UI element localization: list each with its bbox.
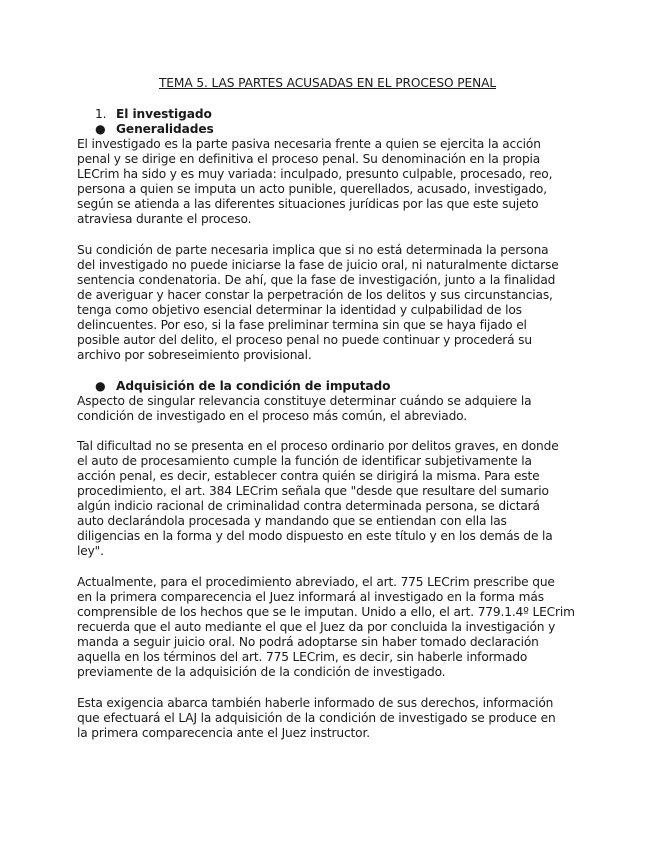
bullet-icon: ●: [95, 122, 106, 136]
paragraph-line: persona a quien se imputa un acto punible, querellados, acusado, investigado,: [77, 182, 547, 196]
paragraph-line: atraviesa durante el proceso.: [77, 212, 252, 226]
section-label: El investigado: [116, 107, 212, 121]
paragraph-line: previamente de la adquisición de la condición de investigado.: [77, 665, 446, 679]
paragraph-line: penal y se dirige en definitiva el proceso penal. Su denominación en la propia: [77, 152, 541, 166]
paragraph-line: manda a seguir juicio oral. No podrá adoptarse sin haber tomado declaración: [77, 635, 539, 649]
paragraph-line: El investigado es la parte pasiva necesaria frente a quien se ejercita la acción: [77, 137, 541, 151]
bullet-heading-generalidades: [95, 122, 395, 137]
paragraph-line: auto declarándola procesada y mandando que se entiendan con ella las: [77, 514, 507, 528]
paragraph-line: acción penal, es decir, establecer contra quién se dirigirá la misma. Para este: [77, 469, 540, 483]
paragraph-3: [77, 394, 531, 424]
paragraph-line: Esta exigencia abarca también haberle informado de sus derechos, información: [77, 696, 554, 710]
page-title: TEMA 5. LAS PARTES ACUSADAS EN EL PROCESO PENAL: [158, 76, 497, 90]
paragraph-line: recuerda que el auto mediante el que el Juez da por concluida la investigación y: [77, 620, 556, 634]
paragraph-line: sentencia condenatoria. De ahí, que la fase de investigación, junto a la finalidad: [77, 273, 556, 287]
paragraph-line: aquella en los términos del art. 775 LECrim, es decir, sin haberle informado: [77, 650, 528, 664]
bullet-label: Adquisición de la condición de imputado: [116, 379, 391, 393]
paragraph-line: Su condición de parte necesaria implica que si no está determinada la persona: [77, 243, 549, 257]
paragraph-line: del investigado no puede iniciarse la fase de juicio oral, ni naturalmente dictarse: [77, 258, 559, 272]
paragraph-line: comprensible de los hechos que se le imputan. Unido a ello, el art. 779.1.4º LECrim: [77, 605, 575, 619]
paragraph-6: [77, 696, 556, 741]
paragraph-line: diligencias en la forma y del modo dispuesto en este título y en los demás de la: [77, 529, 553, 543]
paragraph-4: [77, 439, 559, 559]
paragraph-line: Tal dificultad no se presenta en el proceso ordinario por delitos graves, en donde: [77, 439, 559, 453]
paragraph-5: [77, 575, 575, 680]
section-heading-investigado: [95, 107, 395, 122]
paragraph-line: posible autor del delito, el proceso penal no puede continuar y procederá su: [77, 333, 532, 347]
bullet-icon: ●: [95, 379, 106, 393]
paragraph-2: [77, 243, 559, 363]
section-number: 1.: [95, 107, 107, 121]
bullet-label: Generalidades: [116, 122, 214, 136]
paragraph-line: Actualmente, para el procedimiento abreviado, el art. 775 LECrim prescribe que: [77, 575, 555, 589]
paragraph-line: el auto de procesamiento cumple la función de identificar subjetivamente la: [77, 454, 532, 468]
paragraph-line: en la primera comparecencia el Juez informará al investigado en la forma más: [77, 590, 544, 604]
paragraph-line: tenga como objetivo esencial determinar la identidad y culpabilidad de los: [77, 303, 522, 317]
paragraph-line: la primera comparecencia ante el Juez instructor.: [77, 726, 370, 740]
bullet-heading-adquisicion: [95, 379, 495, 394]
paragraph-line: Aspecto de singular relevancia constituye determinar cuándo se adquiere la: [77, 394, 532, 408]
paragraph-line: LECrim ha sido y es muy variada: inculpado, presunto culpable, procesado, reo,: [77, 167, 553, 181]
paragraph-line: condición de investigado en el proceso más común, el abreviado.: [77, 409, 467, 423]
paragraph-line: algún indicio racional de criminalidad contra determinada persona, se dictará: [77, 499, 540, 513]
paragraph-line: delincuentes. Por eso, si la fase preliminar termina sin que se haya fijado el: [77, 318, 527, 332]
paragraph-line: procedimiento, el art. 384 LECrim señala que "desde que resultare del sumario: [77, 484, 549, 498]
paragraph-1: [77, 137, 552, 227]
paragraph-line: que efectuará el LAJ la adquisición de la condición de investigado se produce en: [77, 711, 556, 725]
paragraph-line: archivo por sobreseimiento provisional.: [77, 348, 312, 362]
paragraph-line: según se atienda a las diferentes situaciones jurídicas por las que este sujeto: [77, 197, 539, 211]
paragraph-line: de averiguar y hacer constar la perpetración de los delitos y sus circunstancias,: [77, 288, 553, 302]
paragraph-line: ley".: [77, 544, 104, 558]
